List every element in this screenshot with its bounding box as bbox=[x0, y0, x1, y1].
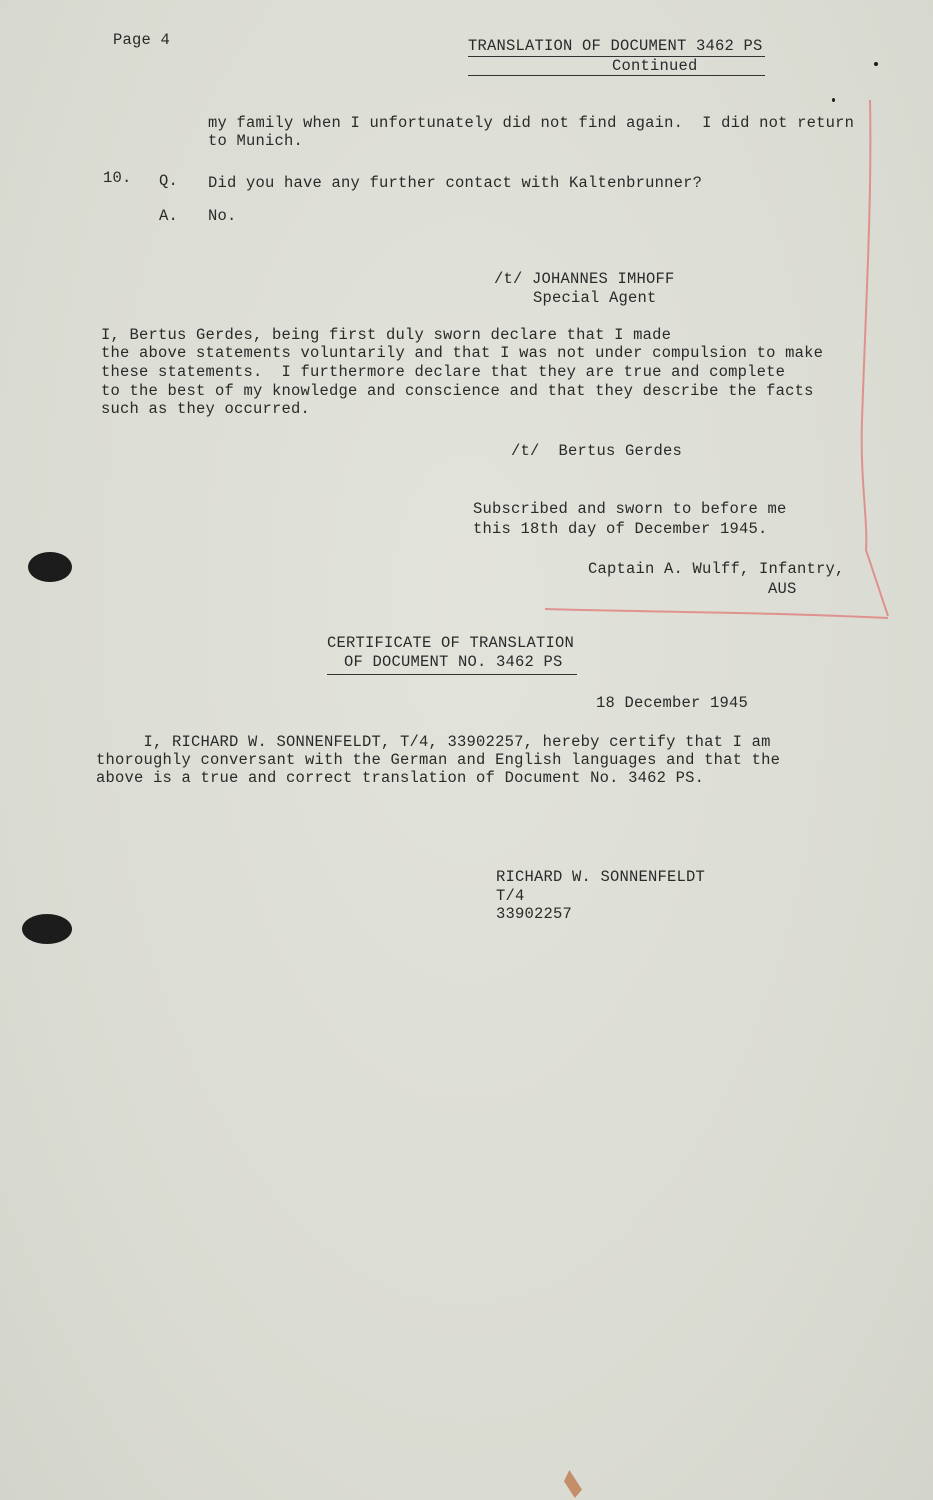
certificate-title-2: OF DOCUMENT NO. 3462 PS bbox=[344, 653, 563, 671]
answer-label: A. bbox=[159, 207, 179, 225]
declaration-line-4: to the best of my knowledge and conscience and that they describe the facts bbox=[101, 382, 814, 400]
continued-label: Continued bbox=[612, 57, 698, 75]
declaration-line-2: the above statements voluntarily and that I was not under compulsion to make bbox=[101, 344, 824, 362]
officer-signature: Captain A. Wulff, Infantry, bbox=[588, 560, 845, 578]
translator-name: RICHARD W. SONNENFELDT bbox=[496, 868, 706, 886]
agent-signature-title: Special Agent bbox=[533, 289, 657, 307]
question-number: 10. bbox=[103, 169, 132, 187]
document-title: TRANSLATION OF DOCUMENT 3462 PS bbox=[468, 37, 763, 55]
certificate-date: 18 December 1945 bbox=[596, 694, 749, 712]
ink-speck bbox=[874, 62, 878, 66]
answer-text: No. bbox=[208, 207, 237, 225]
translator-rank: T/4 bbox=[496, 887, 525, 905]
body-line-1: my family when I unfortunately did not find again. I did not return bbox=[208, 114, 855, 132]
question-label: Q. bbox=[159, 172, 179, 190]
paper-tab bbox=[564, 1470, 582, 1498]
body-line-2: to Munich. bbox=[208, 132, 304, 150]
certificate-line-1: I, RICHARD W. SONNENFELDT, T/4, 33902257, hereby certify that I am bbox=[96, 733, 771, 751]
declaration-line-3: these statements. I furthermore declare that they are true and complete bbox=[101, 363, 786, 381]
declaration-line-5: such as they occurred. bbox=[101, 400, 311, 418]
certificate-underline bbox=[327, 674, 577, 675]
question-text: Did you have any further contact with Kaltenbrunner? bbox=[208, 174, 703, 192]
gerdes-signature: /t/ Bertus Gerdes bbox=[511, 442, 683, 460]
certificate-line-3: above is a true and correct translation of Document No. 3462 PS. bbox=[96, 769, 705, 787]
translator-serial: 33902257 bbox=[496, 905, 573, 923]
ink-speck bbox=[832, 98, 835, 102]
sworn-line-1: Subscribed and sworn to before me bbox=[473, 500, 787, 518]
certificate-title-1: CERTIFICATE OF TRANSLATION bbox=[327, 634, 575, 652]
officer-branch: AUS bbox=[768, 580, 797, 598]
sworn-line-2: this 18th day of December 1945. bbox=[473, 520, 768, 538]
continued-underline bbox=[468, 75, 765, 76]
page-label: Page 4 bbox=[113, 31, 171, 49]
declaration-line-1: I, Bertus Gerdes, being first duly sworn declare that I made bbox=[101, 326, 672, 344]
punch-hole-bottom bbox=[22, 914, 72, 944]
agent-signature-name: /t/ JOHANNES IMHOFF bbox=[494, 270, 675, 288]
certificate-line-2: thoroughly conversant with the German and English languages and that the bbox=[96, 751, 781, 769]
punch-hole-top bbox=[28, 552, 72, 582]
